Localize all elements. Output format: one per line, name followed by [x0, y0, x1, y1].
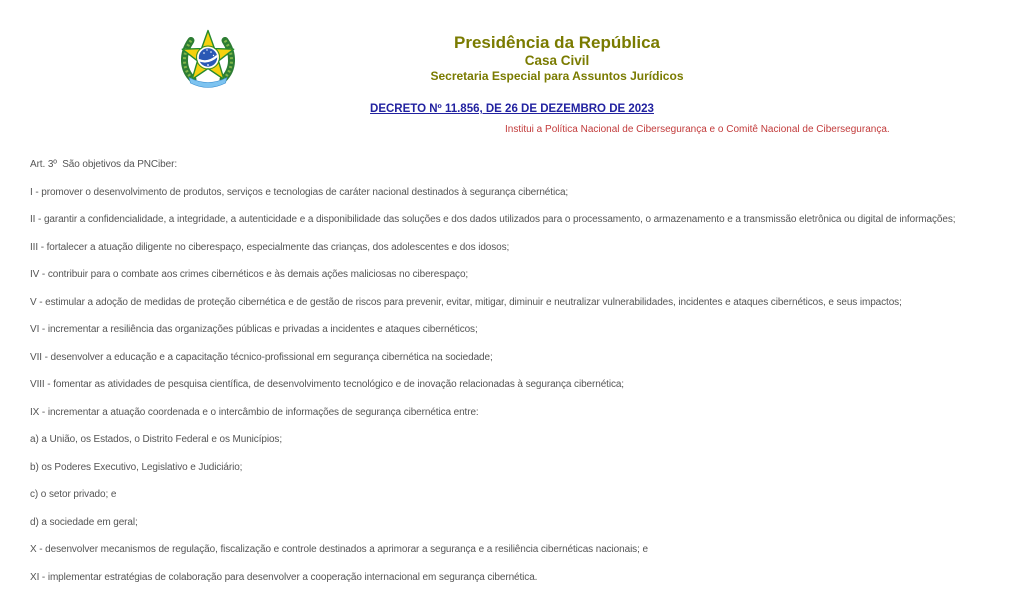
item-iv: IV - contribuir para o combate aos crimes cibernéticos e às demais ações maliciosas no ciberespaço; — [30, 269, 469, 280]
item-xi: XI - implementar estratégias de colaboração para desenvolver a cooperação internacional em segurança cibernética. — [30, 571, 538, 583]
subitem-d: d) a sociedade em geral; — [30, 516, 138, 528]
org-name-secretaria: Secretaria Especial para Assuntos Jurídicos — [430, 69, 684, 83]
subitem-c: c) o setor privado; e — [30, 489, 117, 500]
decree-title-link[interactable]: DECRETO Nº 11.856, DE 26 DE DEZEMBRO DE 2023 — [370, 103, 654, 115]
org-name-presidencia: Presidência da República — [454, 33, 660, 52]
item-i: I - promover o desenvolvimento de produtos, serviços e tecnologias de caráter nacional destinados à segurança cibernética; — [30, 186, 569, 198]
item-v: V - estimular a adoção de medidas de proteção cibernética e de gestão de riscos para prevenir, evitar, mitigar, diminuir e neutralizar vulnerabilidades, incidentes e ataques cibernéticos, e seus impactos; — [30, 296, 902, 308]
subitem-a: a) a União, os Estados, o Distrito Federal e os Municípios; — [30, 434, 282, 445]
item-vi: VI - incrementar a resiliência das organizações públicas e privadas a incidentes e ataques cibernéticos; — [30, 324, 478, 335]
org-name-casa-civil: Casa Civil — [524, 53, 590, 68]
document-header — [0, 0, 1024, 96]
subitem-b: b) os Poderes Executivo, Legislativo e Judiciário; — [30, 461, 243, 473]
item-x: X - desenvolver mecanismos de regulação, fiscalização e controle destinados a aprimorar a segurança e a resiliência cibernéticas nacionais; e — [30, 544, 648, 555]
decree-summary: Institui a Política Nacional de Cibersegurança e o Comitê Nacional de Cibersegurança. — [505, 124, 890, 135]
item-iii: III - fortalecer a atuação diligente no ciberespaço, especialmente das crianças, dos adolescentes e dos idosos; — [30, 241, 510, 253]
item-ix: IX - incrementar a atuação coordenada e o intercâmbio de informações de segurança cibernética entre: — [30, 406, 479, 418]
item-vii: VII - desenvolver a educação e a capacitação técnico-profissional em segurança cibernética na sociedade; — [30, 351, 493, 363]
org-title-block — [0, 33, 1024, 83]
article-caput: Art. 3º São objetivos da PNCiber: — [30, 159, 177, 170]
item-viii: VIII - fomentar as atividades de pesquisa científica, de desenvolvimento tecnológico e de inovação relacionadas à segurança cibernética; — [30, 379, 624, 390]
document-body — [30, 160, 1022, 600]
item-ii: II - garantir a confidencialidade, a integridade, a autenticidade e a disponibilidade das soluções e dos dados utilizados para o processamento, o armazenamento e a transmissão eletrônica ou digital de informações; — [30, 214, 956, 225]
decree-title-line — [0, 99, 1024, 117]
